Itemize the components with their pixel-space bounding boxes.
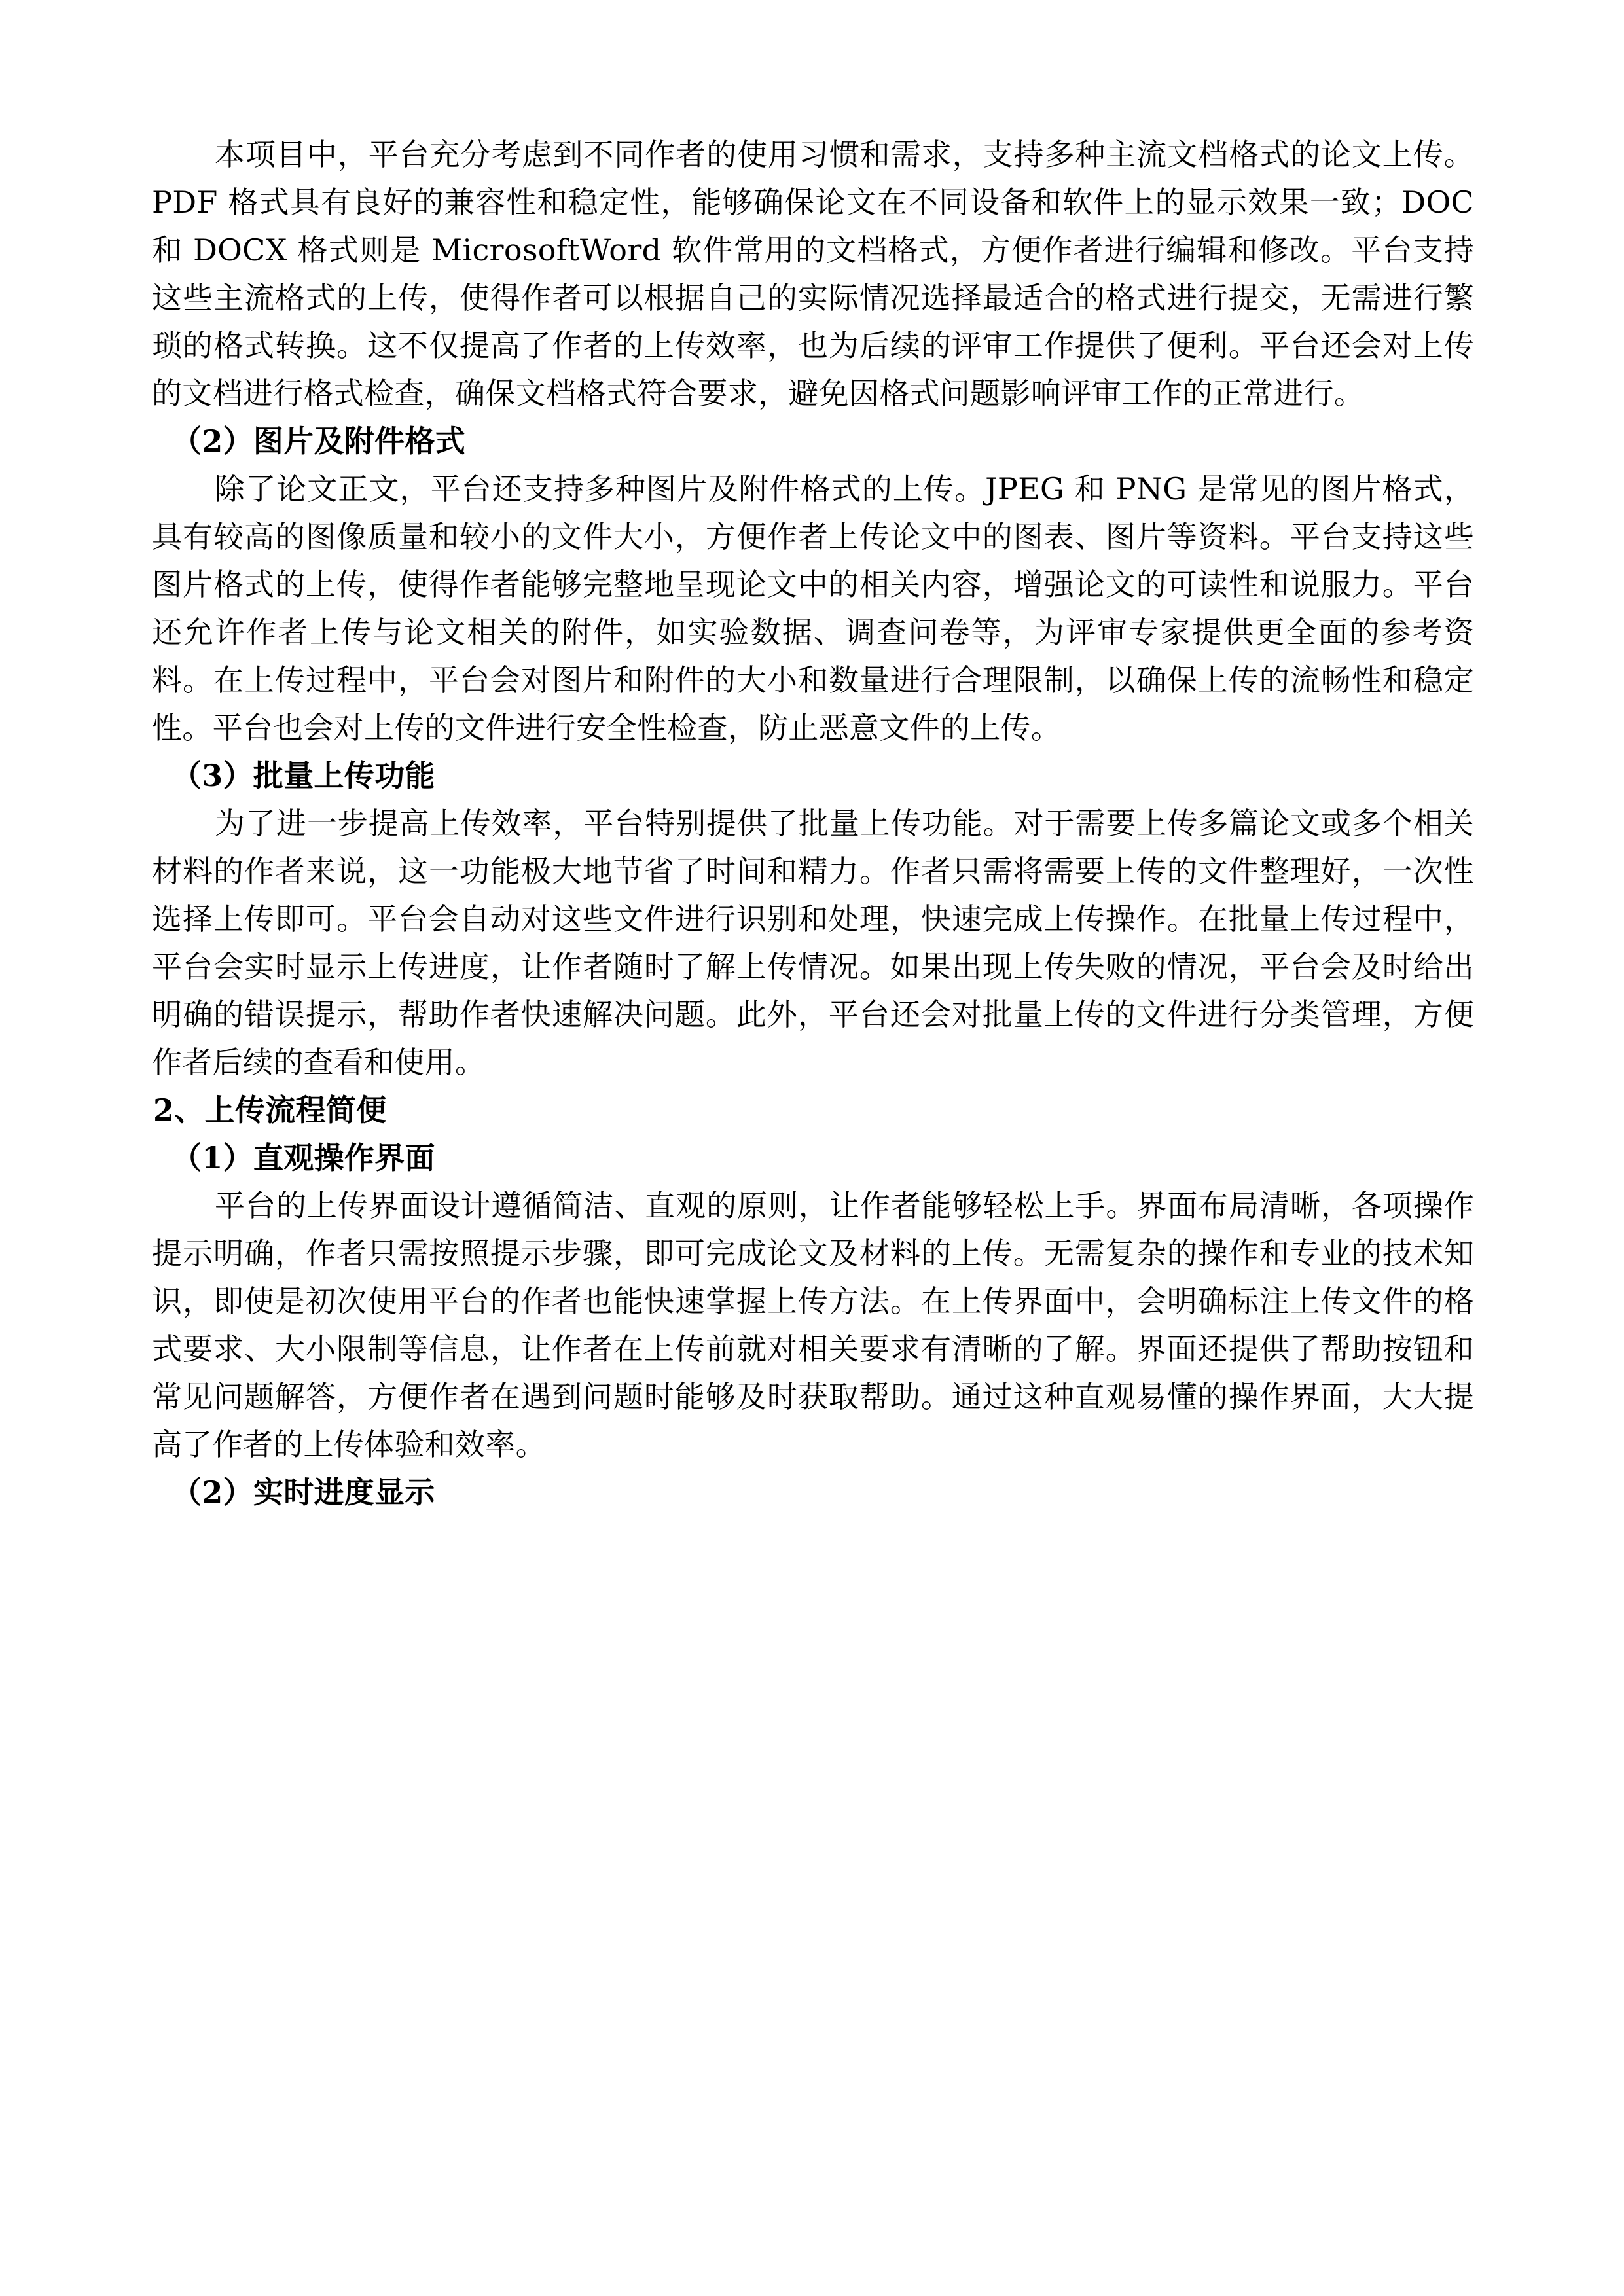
section-heading-batch-upload: （3）批量上传功能 bbox=[171, 758, 435, 793]
body-paragraph: 平台的上传界面设计遵循简洁、直观的原则，让作者能够轻松上手。界面布局清晰，各项操作提示明确，作者只需按照提示步骤，即可完成论文及材料的上传。无需复杂的操作和专业的技术知识，即使是初次使用平台的作者也能快速掌握上传方法。在上传界面中，会明确标注上传文件的格式要求、大小限制等信息，让作者在上传前就对相关要求有清晰的了解。界面还提供了帮助按钮和常见问题解答，方便作者在遇到问题时能够及时获取帮助。通过这种直观易懂的操作界面，大大提高了作者的上传体验和效率。 bbox=[152, 1188, 1474, 1462]
section-heading-realtime-progress: （2）实时进度显示 bbox=[171, 1475, 435, 1510]
section-heading-intuitive-interface: （1）直观操作界面 bbox=[171, 1140, 435, 1175]
body-paragraph: 除了论文正文，平台还支持多种图片及附件格式的上传。JPEG 和 PNG 是常见的图片格式，具有较高的图像质量和较小的文件大小，方便作者上传论文中的图表、图片等资料。平台支持这些图片格式的上传，使得作者能够完整地呈现论文中的相关内容，增强论文的可读性和说服力。平台还允许作者上传与论文相关的附件，如实验数据、调查问卷等，为评审专家提供更全面的参考资料。在上传过程中，平台会对图片和附件的大小和数量进行合理限制，以确保上传的流畅性和稳定性。平台也会对上传的文件进行安全性检查，防止恶意文件的上传。 bbox=[152, 471, 1474, 745]
body-paragraph: 本项目中，平台充分考虑到不同作者的使用习惯和需求，支持多种主流文档格式的论文上传。PDF 格式具有良好的兼容性和稳定性，能够确保论文在不同设备和软件上的显示效果一致；DOC 和 DOCX 格式则是 MicrosoftWord 软件常用的文档格式，方便作者进行编辑和修改。平台支持这些主流格式的上传，使得作者可以根据自己的实际情况选择最适合的格式进行提交，无需进行繁琐的格式转换。这不仅提高了作者的上传效率，也为后续的评审工作提供了便利。平台还会对上传的文档进行格式检查，确保文档格式符合要求，避免因格式问题影响评审工作的正常进行。 bbox=[152, 137, 1474, 411]
section-heading-image-attachment-format: （2）图片及附件格式 bbox=[171, 423, 466, 459]
document-body bbox=[152, 131, 1474, 1516]
section-heading-upload-process: 2、上传流程简便 bbox=[153, 1092, 387, 1128]
body-paragraph: 为了进一步提高上传效率，平台特别提供了批量上传功能。对于需要上传多篇论文或多个相关材料的作者来说，这一功能极大地节省了时间和精力。作者只需将需要上传的文件整理好，一次性选择上传即可。平台会自动对这些文件进行识别和处理，快速完成上传操作。在批量上传过程中，平台会实时显示上传进度，让作者随时了解上传情况。如果出现上传失败的情况，平台会及时给出明确的错误提示，帮助作者快速解决问题。此外，平台还会对批量上传的文件进行分类管理，方便作者后续的查看和使用。 bbox=[152, 806, 1474, 1080]
